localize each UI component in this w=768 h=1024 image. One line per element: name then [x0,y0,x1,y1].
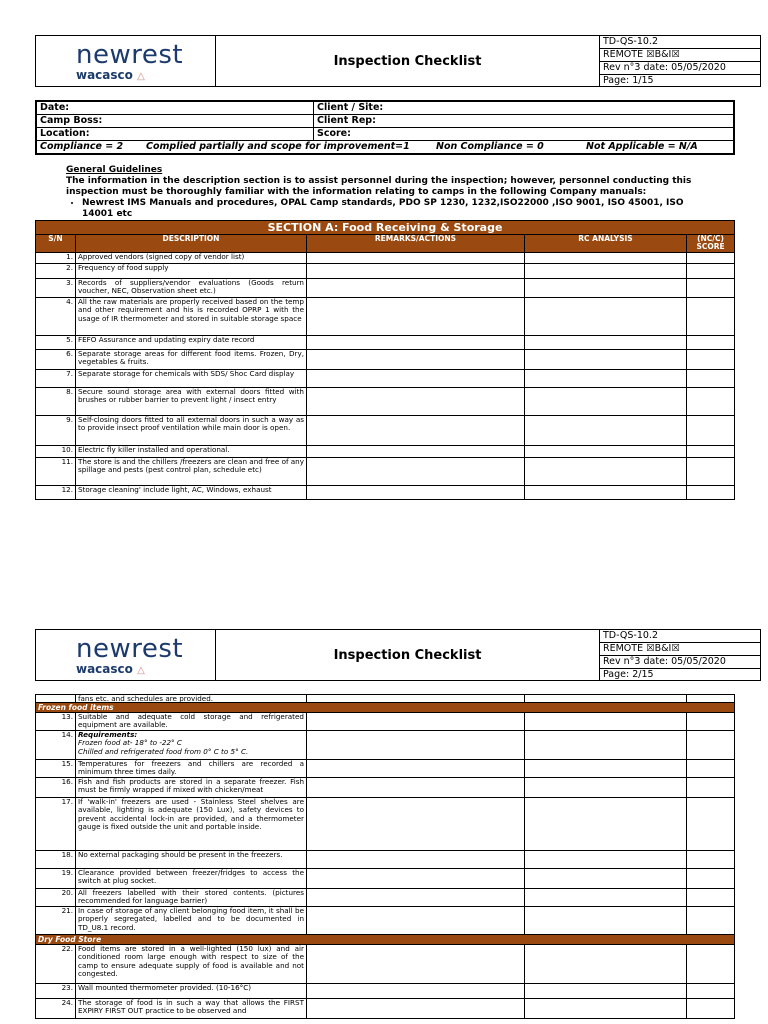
category-dry-food: Dry Food Store [36,935,735,945]
remarks-cell[interactable] [307,415,525,445]
page-number: Page: 1/15 [603,75,654,86]
rc-analysis-cell[interactable] [525,297,687,335]
client-rep-label: Client Rep: [317,115,376,126]
page1-header [35,35,761,87]
rc-analysis-cell[interactable] [525,778,687,798]
score-cell[interactable] [687,851,735,869]
score-cell[interactable] [687,907,735,935]
row-number: 4. [36,297,76,335]
table-row [36,369,735,387]
doc-remote: REMOTE ☒B&I☒ [600,49,760,62]
table-row [36,263,735,278]
row-description: Separate storage for chemicals with SDS/ Shoc Card display [76,369,307,387]
score-cell[interactable] [687,415,735,445]
col-score: (NC/C) SCORE [687,235,735,253]
score-cell[interactable] [687,889,735,907]
general-guidelines [66,165,706,220]
document-title: Inspection Checklist [216,630,600,680]
row-number: 1. [36,252,76,263]
rc-analysis-cell[interactable] [525,999,687,1019]
remarks-cell[interactable] [307,349,525,369]
section-a-title: SECTION A: Food Receiving & Storage [36,221,735,235]
row-number: 18. [36,851,76,869]
doc-code: TD-QS-10.2 [600,630,760,643]
score-cell[interactable] [687,457,735,485]
inspection-info-table [35,100,735,155]
rc-analysis-cell[interactable] [525,445,687,457]
rc-analysis-cell[interactable] [525,369,687,387]
row-number: 2. [36,263,76,278]
remarks-cell[interactable] [307,457,525,485]
score-cell[interactable] [687,869,735,889]
col-remarks: REMARKS/ACTIONS [307,235,525,253]
row-number: 22. [36,945,76,984]
row-description: Secure sound storage area with external doors fitted with brushes or rubber barrier to prevent light / insect entry [76,387,307,415]
row-number: 20. [36,889,76,907]
score-cell[interactable] [687,485,735,499]
logo-text: newrest [76,634,184,664]
row-description: Electric fly killer installed and operational. [76,445,307,457]
rc-analysis-cell[interactable] [525,869,687,889]
row-number: 19. [36,869,76,889]
score-cell[interactable] [687,369,735,387]
score-label: Score: [317,128,351,139]
row-number: 23. [36,984,76,999]
remarks-cell[interactable] [307,387,525,415]
table-row [36,760,735,778]
rc-analysis-cell[interactable] [525,278,687,297]
table-row [36,349,735,369]
row-description: Storage cleaning' include light, AC, Windows, exhaust [76,485,307,499]
rc-analysis-cell[interactable] [525,889,687,907]
row-number: 9. [36,415,76,445]
score-cell[interactable] [687,984,735,999]
logo-text: newrest [76,40,184,70]
row-description: The storage of food is in such a way that allows the FIRST EXPIRY FIRST OUT practice to be observed and [76,999,307,1019]
rc-analysis-cell[interactable] [525,349,687,369]
row-description: Food items are stored in a well-lighted (150 lux) and air conditioned room large enough with respect to size of the camp to ensure adequate supply of food is available and not congested. [76,945,307,984]
rc-analysis-cell[interactable] [525,252,687,263]
table-row [36,445,735,457]
row-description: All the raw materials are properly received based on the temp and other requirement and his is recorded OPRP 1 with the usage of IR thermometer and stored in suitable storage space [76,297,307,335]
document-meta [600,36,760,86]
remarks-cell[interactable] [307,278,525,297]
row-description: fans etc. and schedules are provided. [76,695,307,703]
rc-analysis-cell[interactable] [525,263,687,278]
row-description: The store is and the chillers /freezers are clean and free of any spillage and pests (pest control plan, schedule etc) [76,457,307,485]
score-cell[interactable] [687,263,735,278]
remarks-cell[interactable] [307,869,525,889]
remarks-cell[interactable] [307,335,525,349]
rc-analysis-cell[interactable] [525,731,687,760]
table-row [36,889,735,907]
document-meta [600,630,760,680]
page2-header [35,629,761,681]
requirement-chilled: Chilled and refrigerated food from 0° C to 5° C. [78,746,249,756]
remarks-cell[interactable] [307,485,525,499]
remarks-cell[interactable] [307,713,525,731]
remarks-cell[interactable] [307,778,525,798]
doc-code: TD-QS-10.2 [600,36,760,49]
document-title: Inspection Checklist [216,36,600,86]
score-cell[interactable] [687,445,735,457]
logo-subtext: wacasco △ [76,68,145,82]
row-description: Suitable and adequate cold storage and refrigerated equipment are available. [76,713,307,731]
doc-revision: Rev n°3 date: 05/05/2020 [600,656,760,669]
table-row [36,695,735,703]
row-number: 14. [36,731,76,760]
table-row [36,457,735,485]
table-row [36,907,735,935]
row-number: 6. [36,349,76,369]
location-label: Location: [37,128,314,140]
row-description: Temperatures for freezers and chillers are recorded a minimum three times daily. [76,760,307,778]
row-number: 13. [36,713,76,731]
remarks-cell[interactable] [307,851,525,869]
score-cell[interactable] [687,297,735,335]
table-row [36,869,735,889]
remarks-cell[interactable] [307,445,525,457]
row-number: 10. [36,445,76,457]
row-description [76,731,307,760]
table-row [36,335,735,349]
score-cell[interactable] [687,278,735,297]
rc-analysis-cell[interactable] [525,387,687,415]
guidelines-bullet: • Newrest IMS Manuals and procedures, OPAL Camp standards, PDO SP 1230, 1232,ISO22000 ,ISO 9001, ISO 45001, ISO 14001 etc [82,198,706,220]
section-a-table [35,220,735,500]
row-number: 8. [36,387,76,415]
score-cell[interactable] [687,945,735,984]
row-description: FEFO Assurance and updating expiry date record [76,335,307,349]
table-row [36,297,735,335]
section-a-table-continued [35,694,735,1019]
camp-boss-label: Camp Boss: [37,115,314,127]
score-cell[interactable] [687,731,735,760]
score-cell[interactable] [687,999,735,1019]
row-description: Fish and fish products are stored in a separate freezer. Fish must be firmly wrapped if mixed with chicken/meat [76,778,307,798]
score-cell[interactable] [687,798,735,851]
col-sn: S/N [36,235,76,253]
row-description: In case of storage of any client belonging food item, it shall be properly segregated, labelled and to be documented in TD_U8.1 record. [76,907,307,935]
scoring-legend: Compliance = 2 Complied partially and scope for improvement=1 Non Compliance = 0 Not Applicable = N/A [40,141,698,152]
row-description: Self-closing doors fitted to all external doors in such a way as to provide insect proof ventilation while main door is open. [76,415,307,445]
row-number: 15. [36,760,76,778]
table-row [36,999,735,1019]
remarks-cell[interactable] [307,945,525,984]
row-number: 17. [36,798,76,851]
row-number: 24. [36,999,76,1019]
score-cell[interactable] [687,778,735,798]
remarks-cell[interactable] [307,907,525,935]
requirements-label: Requirements: [78,730,138,739]
table-row [36,984,735,999]
rc-analysis-cell[interactable] [525,760,687,778]
table-row [36,798,735,851]
rc-analysis-cell[interactable] [525,945,687,984]
row-description: Records of suppliers/vendor evaluations (Goods return voucher, NEC, Observation sheet etc.) [76,278,307,297]
remarks-cell[interactable] [307,984,525,999]
rc-analysis-cell[interactable] [525,851,687,869]
row-number: 16. [36,778,76,798]
rc-analysis-cell[interactable] [525,485,687,499]
page-number: Page: 2/15 [603,669,654,680]
table-row [36,945,735,984]
row-description: Wall mounted thermometer provided. (10-16°C) [76,984,307,999]
rc-analysis-cell[interactable] [525,907,687,935]
doc-remote: REMOTE ☒B&I☒ [600,643,760,656]
rc-analysis-cell[interactable] [525,415,687,445]
table-row [36,485,735,499]
rc-analysis-cell[interactable] [525,713,687,731]
remarks-cell[interactable] [307,297,525,335]
newrest-logo [36,630,216,680]
row-number: 7. [36,369,76,387]
remarks-cell[interactable] [307,369,525,387]
row-number: 3. [36,278,76,297]
guidelines-title: General Guidelines [66,165,163,175]
row-description: Clearance provided between freezer/fridges to access the switch at plug socket. [76,869,307,889]
remarks-cell[interactable] [307,263,525,278]
score-cell[interactable] [687,387,735,415]
row-number: 5. [36,335,76,349]
score-cell[interactable] [687,760,735,778]
rc-analysis-cell[interactable] [525,335,687,349]
rc-analysis-cell[interactable] [525,798,687,851]
client-site-label: Client / Site: [317,102,384,113]
remarks-cell[interactable] [307,731,525,760]
requirement-frozen: Frozen food at- 18° to -22° C [78,738,182,748]
row-description: Approved vendors (signed copy of vendor list) [76,252,307,263]
guidelines-text: The information in the description section is to assist personnel during the inspection; however, personnel conducting this inspection must be thoroughly familiar with the information relating to camps in the following Company manuals: [66,176,692,197]
row-number: 12. [36,485,76,499]
date-label: Date: [37,102,314,114]
table-row [36,278,735,297]
col-description: DESCRIPTION [76,235,307,253]
row-number: 11. [36,457,76,485]
remarks-cell[interactable] [307,760,525,778]
remarks-cell[interactable] [307,252,525,263]
row-description: If 'walk-in' freezers are used - Stainless Steel shelves are available, lighting is adequate (150 Lux), safety devices to prevent accidental lock-in are provided, and a thermometer gauge is fixed outside the unit and portable inside. [76,798,307,851]
doc-revision: Rev n°3 date: 05/05/2020 [600,62,760,75]
score-cell[interactable] [687,349,735,369]
table-row [36,415,735,445]
table-row [36,778,735,798]
table-row [36,731,735,760]
newrest-logo [36,36,216,86]
logo-subtext: wacasco △ [76,662,145,676]
remarks-cell[interactable] [307,798,525,851]
score-cell[interactable] [687,252,735,263]
row-number: 21. [36,907,76,935]
row-description: Separate storage areas for different food items. Frozen, Dry, vegetables & fruits. [76,349,307,369]
table-row [36,713,735,731]
table-row [36,851,735,869]
remarks-cell[interactable] [307,999,525,1019]
rc-analysis-cell[interactable] [525,457,687,485]
table-row [36,387,735,415]
col-rc-analysis: RC ANALYSIS [525,235,687,253]
row-description: Frequency of food supply [76,263,307,278]
score-cell[interactable] [687,713,735,731]
row-description: All freezers labelled with their stored contents. (pictures recommended for language barrier) [76,889,307,907]
category-frozen: Frozen food items [36,703,735,713]
table-row [36,252,735,263]
row-description: No external packaging should be present in the freezers. [76,851,307,869]
score-cell[interactable] [687,335,735,349]
remarks-cell[interactable] [307,889,525,907]
rc-analysis-cell[interactable] [525,984,687,999]
